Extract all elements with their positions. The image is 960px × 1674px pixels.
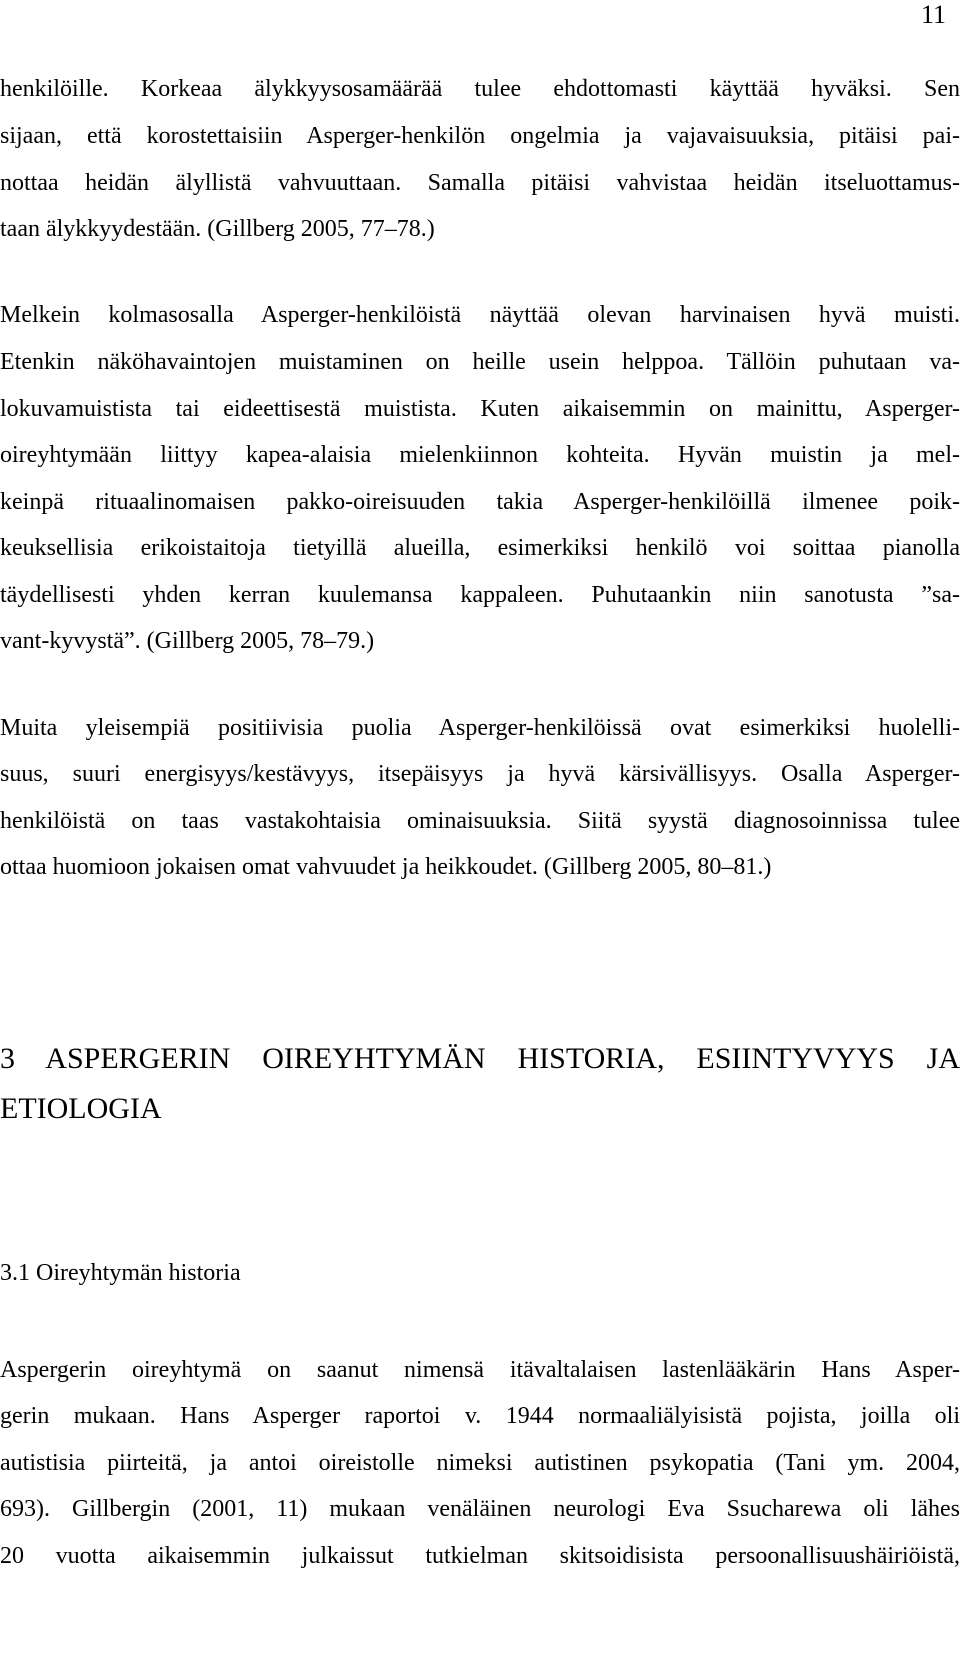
text-line: suus, suuri energisyys/kestävyys, itsepäisyys ja hyvä kärsivällisyys. Osalla Asperger-	[0, 761, 960, 787]
text-line: autistisia piirteitä, ja antoi oireistolle nimeksi autistinen psykopatia (Tani ym. 2004,	[0, 1450, 960, 1476]
text-line: nottaa heidän älyllistä vahvuuttaan. Samalla pitäisi vahvistaa heidän itseluottamus-	[0, 170, 960, 196]
chapter-heading-line: 3 ASPERGERIN OIREYHTYMÄN HISTORIA, ESIINTYVYYS JA	[0, 1042, 960, 1075]
text-line: oireyhtymään liittyy kapea-alaisia mielenkiinnon kohteita. Hyvän muistin ja mel-	[0, 442, 960, 468]
text-line: gerin mukaan. Hans Asperger raportoi v. 1944 normaaliälyisistä pojista, joilla oli	[0, 1403, 960, 1429]
text-line: keinpä rituaalinomaisen pakko-oireisuuden takia Asperger-henkilöillä ilmenee poik-	[0, 489, 960, 515]
text-line: Etenkin näköhavaintojen muistaminen on heille usein helppoa. Tällöin puhutaan va-	[0, 349, 960, 375]
text-line: 20 vuotta aikaisemmin julkaissut tutkielman skitsoidisista persoonallisuushäiriöistä,	[0, 1543, 960, 1569]
text-line: 693). Gillbergin (2001, 11) mukaan venäläinen neurologi Eva Ssucharewa oli lähes	[0, 1496, 960, 1522]
text-line: taan älykkyydestään. (Gillberg 2005, 77–78.)	[0, 216, 435, 242]
section-heading: 3.1 Oireyhtymän historia	[0, 1260, 241, 1286]
page-number: 11	[920, 0, 946, 29]
text-line: täydellisesti yhden kerran kuulemansa kappaleen. Puhutaankin niin sanotusta ”sa-	[0, 582, 960, 608]
text-line: keuksellisia erikoistaitoja tietyillä alueilla, esimerkiksi henkilö voi soittaa pianolla	[0, 535, 960, 561]
text-line: Muita yleisempiä positiivisia puolia Asperger-henkilöissä ovat esimerkiksi huolelli-	[0, 715, 960, 741]
text-line: Aspergerin oireyhtymä on saanut nimensä itävaltalaisen lastenlääkärin Hans Asper-	[0, 1357, 960, 1383]
text-line: sijaan, että korostettaisiin Asperger-henkilön ongelmia ja vajavaisuuksia, pitäisi pai-	[0, 123, 960, 149]
text-line: ottaa huomioon jokaisen omat vahvuudet ja heikkoudet. (Gillberg 2005, 80–81.)	[0, 854, 772, 880]
chapter-heading-line: ETIOLOGIA	[0, 1092, 162, 1125]
text-line: lokuvamuistista tai eideettisestä muistista. Kuten aikaisemmin on mainittu, Asperger-	[0, 396, 960, 422]
text-line: Melkein kolmasosalla Asperger-henkilöistä näyttää olevan harvinaisen hyvä muisti.	[0, 302, 960, 328]
text-line: henkilöille. Korkeaa älykkyysosamäärää tulee ehdottomasti käyttää hyväksi. Sen	[0, 76, 960, 102]
text-line: vant-kyvystä”. (Gillberg 2005, 78–79.)	[0, 628, 375, 654]
text-line: henkilöistä on taas vastakohtaisia ominaisuuksia. Siitä syystä diagnosoinnissa tulee	[0, 808, 960, 834]
